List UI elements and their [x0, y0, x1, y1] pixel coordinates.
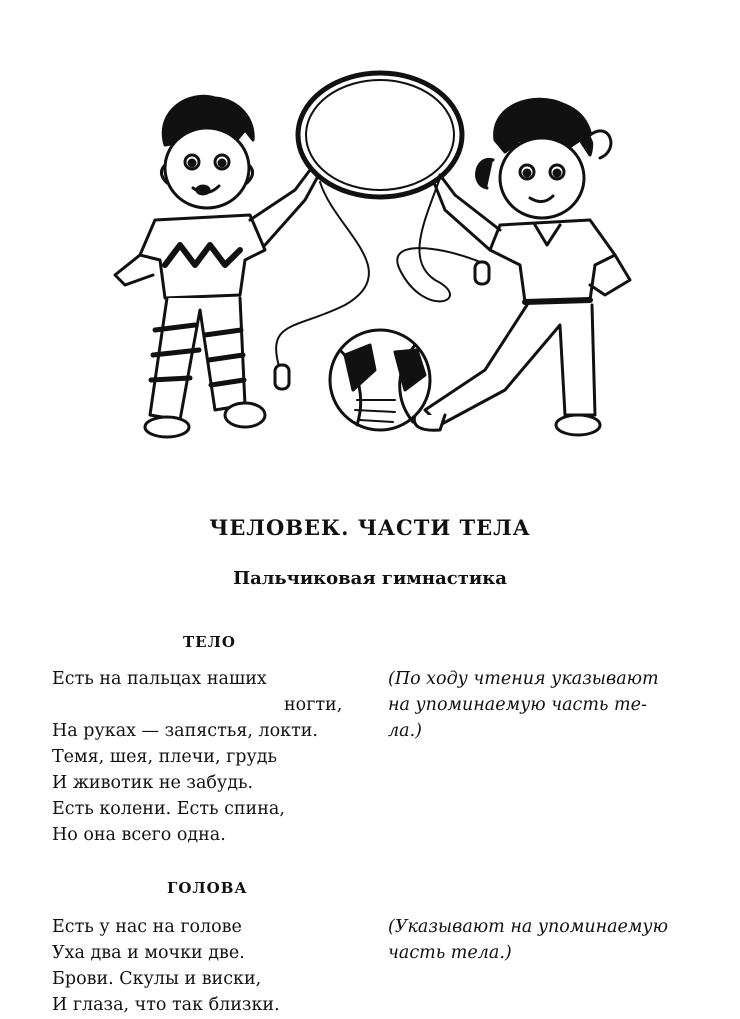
note-head	[388, 914, 668, 966]
poem-line: Есть у нас на голове	[52, 917, 242, 937]
poem-line: На руках — запястья, локти.	[52, 721, 318, 741]
note-line: ла.)	[388, 721, 422, 741]
poem-line: ногти,	[284, 695, 343, 715]
poem-line: Но она всего одна.	[52, 825, 226, 845]
poem-body	[52, 666, 342, 848]
poem-line: Есть на пальцах наших	[52, 669, 267, 689]
poem-line: И животик не забудь.	[52, 773, 254, 793]
section-heading-body: ТЕЛО	[183, 633, 236, 651]
poem-line: Брови. Скулы и виски,	[52, 969, 262, 989]
section-heading-head: ГОЛОВА	[167, 879, 248, 897]
poem-line: Уха два и мочки две.	[52, 943, 245, 963]
poem-line: Есть колени. Есть спина,	[52, 799, 285, 819]
girl-figure	[414, 99, 630, 435]
page-title: ЧЕЛОВЕК. ЧАСТИ ТЕЛА	[209, 515, 531, 540]
note-body	[388, 666, 659, 744]
note-line: (По ходу чтения указывают	[388, 669, 659, 689]
poem-line: И глаза, что так близки.	[52, 995, 280, 1015]
note-line: часть тела.)	[388, 943, 512, 963]
note-line: на упоминаемую часть те-	[388, 695, 647, 715]
children-with-hoop-illustration	[95, 70, 655, 450]
poem-head	[52, 914, 280, 1018]
note-line: (Указывают на упоминаемую	[388, 917, 668, 937]
page-subtitle: Пальчиковая гимнастика	[233, 568, 507, 589]
poem-line: Темя, шея, плечи, грудь	[52, 747, 278, 767]
